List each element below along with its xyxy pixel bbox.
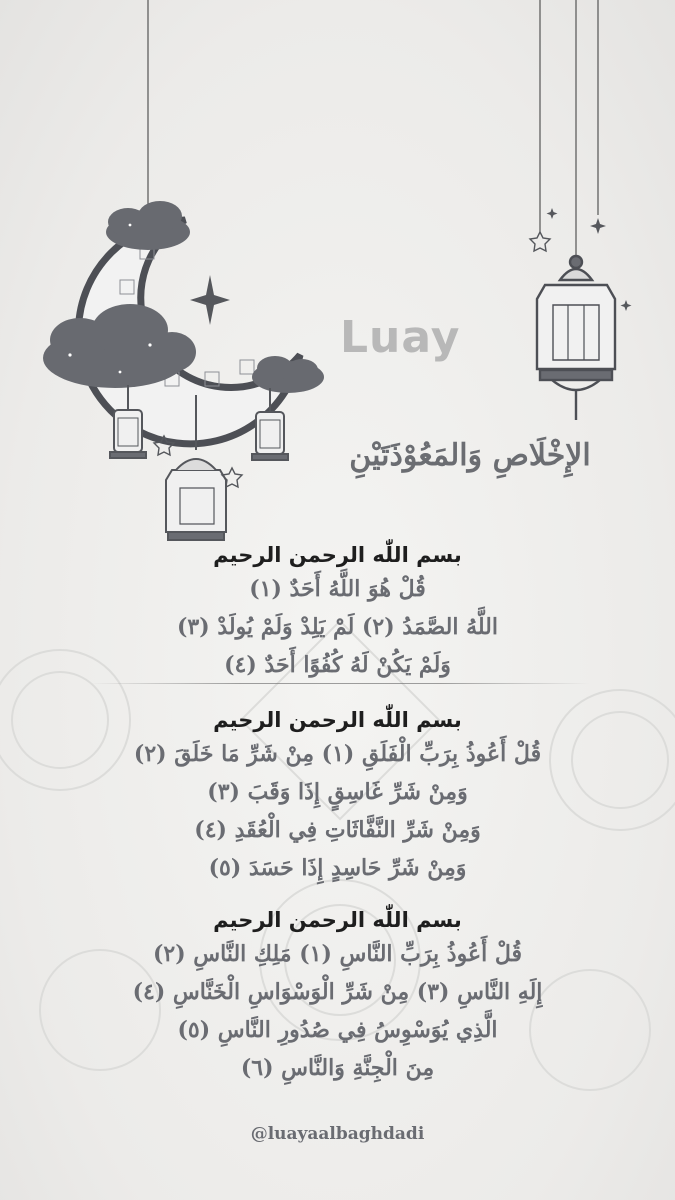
lantern-icon-right [537,256,615,420]
verse-line: قُلْ أَعُوذُ بِرَبِّ الْفَلَقِ (١) مِنْ شَرِّ مَا خَلَقَ (٢) [133,741,542,767]
basmala: بسم اللّٰه الرحمن الرحيم [213,708,462,732]
basmala: بسم اللّٰه الرحمن الرحيم [213,543,462,567]
verse-line: وَلَمْ يَكُنْ لَهُ كُفُوًا أَحَدٌ (٤) [224,652,451,678]
hanging-strings [148,0,598,255]
author-handle: @luayaalbaghdadi [250,1124,425,1144]
section-divider [90,683,590,684]
verse-line: وَمِنْ شَرِّ غَاسِقٍ إِذَا وَقَبَ (٣) [207,779,468,805]
verse-line: الَّذِي يُوَسْوِسُ فِي صُدُورِ النَّاسِ (٥) [177,1017,498,1043]
verse-line: إِلَهِ النَّاسِ (٣) مِنْ شَرِّ الْوَسْوَاسِ الْخَنَّاسِ (٤) [132,979,543,1005]
verse-line: مِنَ الْجِنَّةِ وَالنَّاسِ (٦) [240,1055,435,1081]
brand-logo-text: Luay [340,312,461,363]
verse-line: قُلْ أَعُوذُ بِرَبِّ النَّاسِ (١) مَلِكِ النَّاسِ (٢) [152,941,523,967]
verse-line: وَمِنْ شَرِّ النَّفَّاثَاتِ فِي الْعُقَدِ (٤) [194,817,481,843]
verse-line: وَمِنْ شَرِّ حَاسِدٍ إِذَا حَسَدَ (٥) [208,855,467,881]
sparkle-icon [190,275,230,325]
page-title: الإِخْلَاصِ وَالمَعُوْذَتَيْنِ [349,438,591,473]
verse-line: اللَّهُ الصَّمَدُ (٢) لَمْ يَلِدْ وَلَمْ يُولَدْ (٣) [177,614,498,640]
verse-line: قُلْ هُوَ اللَّهُ أَحَدٌ (١) [249,576,426,602]
surah-falaq [60,705,615,887]
surah-nas [60,905,615,1087]
basmala: بسم اللّٰه الرحمن الرحيم [213,908,462,932]
surah-ikhlas [60,540,615,684]
